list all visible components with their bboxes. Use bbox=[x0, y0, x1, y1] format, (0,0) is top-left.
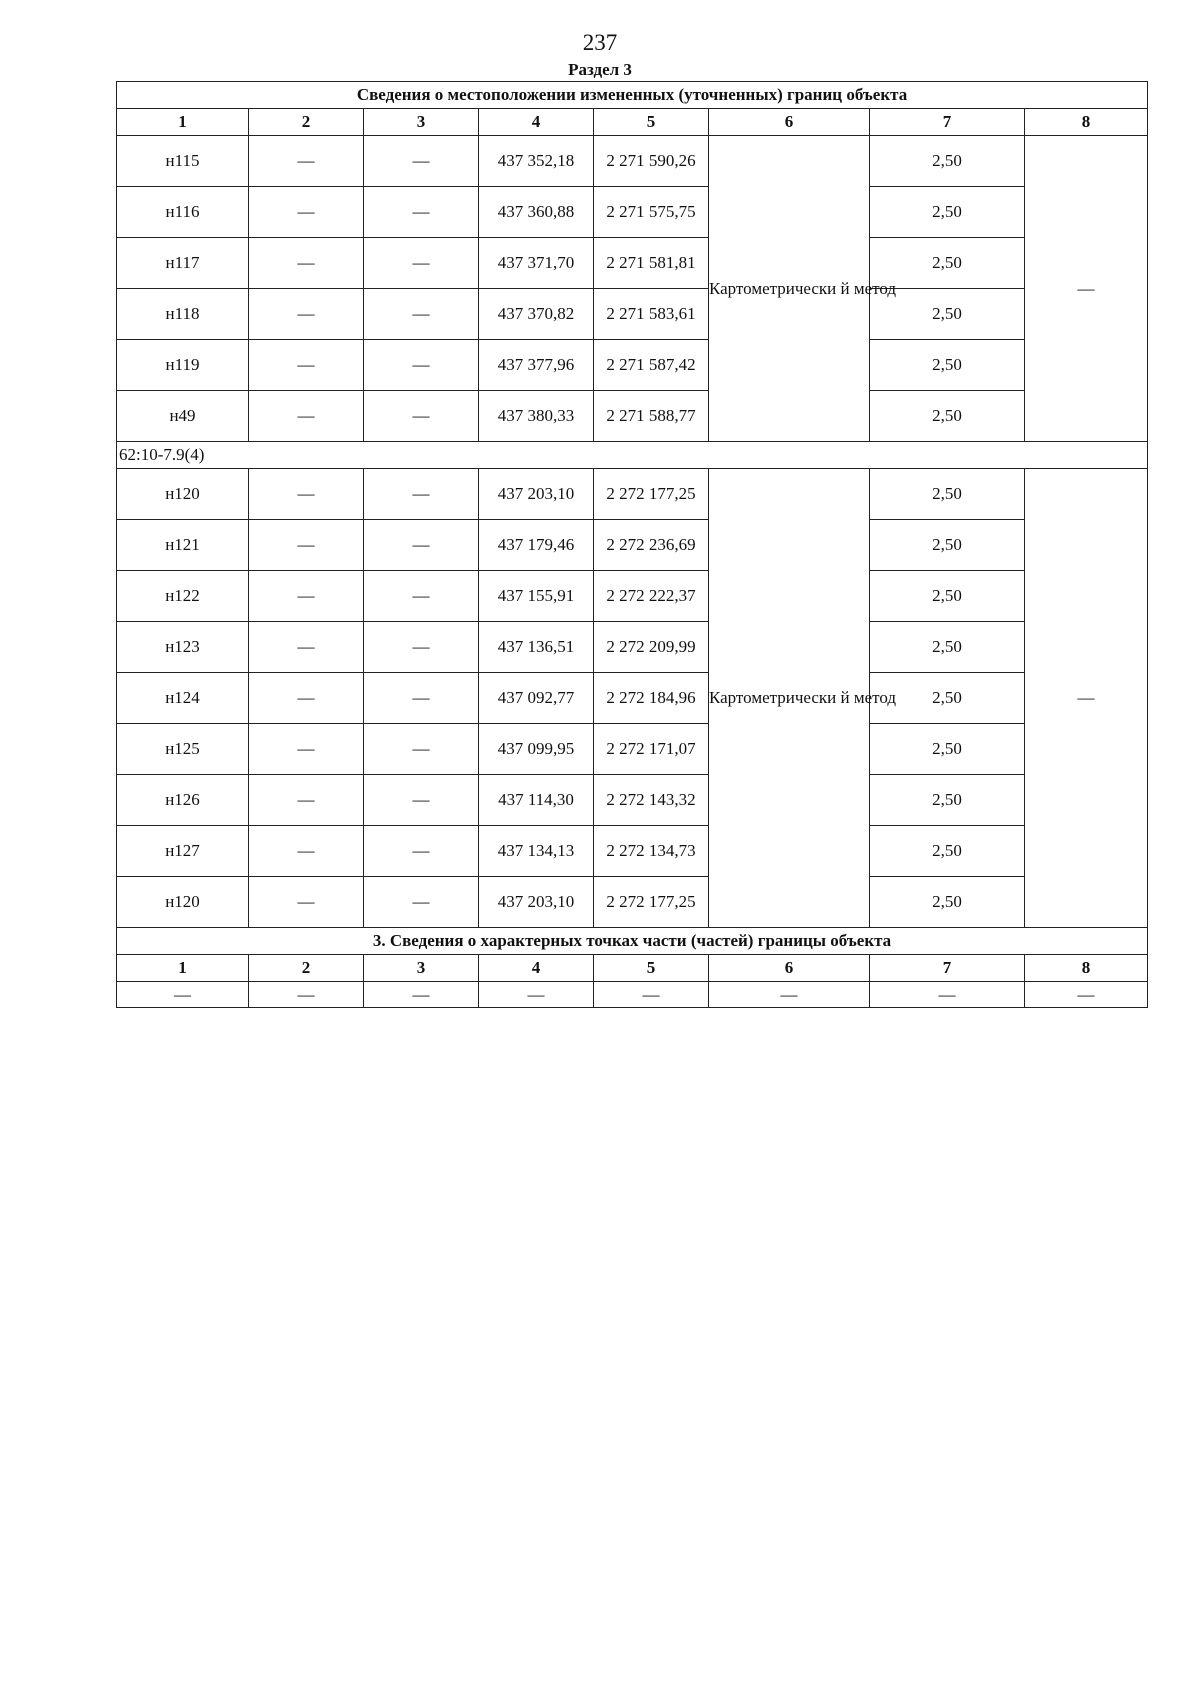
y-coordinate-cell: 2 272 184,96 bbox=[594, 673, 709, 724]
col3-cell: — bbox=[364, 340, 479, 391]
table-title-row bbox=[117, 82, 1148, 109]
table-row bbox=[117, 340, 1148, 391]
accuracy-cell: 2,50 bbox=[870, 571, 1025, 622]
col2-cell: — bbox=[249, 340, 364, 391]
y-coordinate-cell: 2 272 177,25 bbox=[594, 469, 709, 520]
column-number: 2 bbox=[249, 955, 364, 982]
col2-cell: — bbox=[249, 622, 364, 673]
column-number: 6 bbox=[709, 109, 870, 136]
accuracy-cell: 2,50 bbox=[870, 673, 1025, 724]
col3-cell: — bbox=[364, 622, 479, 673]
empty-cell: — bbox=[870, 982, 1025, 1008]
accuracy-cell: 2,50 bbox=[870, 622, 1025, 673]
table-row bbox=[117, 826, 1148, 877]
y-coordinate-cell: 2 272 143,32 bbox=[594, 775, 709, 826]
table-title: Сведения о местоположении измененных (уточненных) границ объекта bbox=[117, 82, 1148, 109]
part-column-number-row bbox=[117, 955, 1148, 982]
y-coordinate-cell: 2 272 177,25 bbox=[594, 877, 709, 928]
col3-cell: — bbox=[364, 877, 479, 928]
column-number: 8 bbox=[1025, 109, 1148, 136]
x-coordinate-cell: 437 155,91 bbox=[479, 571, 594, 622]
col3-cell: — bbox=[364, 826, 479, 877]
x-coordinate-cell: 437 203,10 bbox=[479, 469, 594, 520]
col2-cell: — bbox=[249, 826, 364, 877]
accuracy-cell: 2,50 bbox=[870, 775, 1025, 826]
col2-cell: — bbox=[249, 775, 364, 826]
y-coordinate-cell: 2 271 587,42 bbox=[594, 340, 709, 391]
col2-cell: — bbox=[249, 289, 364, 340]
y-coordinate-cell: 2 271 581,81 bbox=[594, 238, 709, 289]
table-row bbox=[117, 673, 1148, 724]
y-coordinate-cell: 2 272 236,69 bbox=[594, 520, 709, 571]
x-coordinate-cell: 437 203,10 bbox=[479, 877, 594, 928]
point-cell: н121 bbox=[117, 520, 249, 571]
column-number: 3 bbox=[364, 109, 479, 136]
method-cell: Картометрически й метод bbox=[709, 136, 870, 442]
col3-cell: — bbox=[364, 391, 479, 442]
page-number: 237 bbox=[582, 30, 618, 55]
y-coordinate-cell: 2 272 222,37 bbox=[594, 571, 709, 622]
column-number: 6 bbox=[709, 955, 870, 982]
accuracy-cell: 2,50 bbox=[870, 877, 1025, 928]
col2-cell: — bbox=[249, 673, 364, 724]
point-cell: н49 bbox=[117, 391, 249, 442]
point-cell: н120 bbox=[117, 469, 249, 520]
col3-cell: — bbox=[364, 289, 479, 340]
accuracy-cell: 2,50 bbox=[870, 826, 1025, 877]
column-number: 5 bbox=[594, 955, 709, 982]
x-coordinate-cell: 437 134,13 bbox=[479, 826, 594, 877]
x-coordinate-cell: 437 136,51 bbox=[479, 622, 594, 673]
col3-cell: — bbox=[364, 238, 479, 289]
col2-cell: — bbox=[249, 469, 364, 520]
col3-cell: — bbox=[364, 520, 479, 571]
y-coordinate-cell: 2 271 588,77 bbox=[594, 391, 709, 442]
section-label: Раздел 3 bbox=[568, 60, 632, 79]
x-coordinate-cell: 437 377,96 bbox=[479, 340, 594, 391]
column-number: 5 bbox=[594, 109, 709, 136]
point-cell: н126 bbox=[117, 775, 249, 826]
table-body bbox=[117, 82, 1148, 1008]
col3-cell: — bbox=[364, 469, 479, 520]
point-cell: н115 bbox=[117, 136, 249, 187]
column-number: 7 bbox=[870, 955, 1025, 982]
y-coordinate-cell: 2 271 575,75 bbox=[594, 187, 709, 238]
point-cell: н117 bbox=[117, 238, 249, 289]
column-number: 8 bbox=[1025, 955, 1148, 982]
point-cell: н116 bbox=[117, 187, 249, 238]
col2-cell: — bbox=[249, 187, 364, 238]
col2-cell: — bbox=[249, 238, 364, 289]
accuracy-cell: 2,50 bbox=[870, 469, 1025, 520]
col8-cell: — bbox=[1025, 469, 1148, 928]
part-title: 3. Сведения о характерных точках части (частей) границы объекта bbox=[117, 928, 1148, 955]
col2-cell: — bbox=[249, 877, 364, 928]
col2-cell: — bbox=[249, 520, 364, 571]
empty-cell: — bbox=[1025, 982, 1148, 1008]
empty-cell: — bbox=[117, 982, 249, 1008]
y-coordinate-cell: 2 271 590,26 bbox=[594, 136, 709, 187]
accuracy-cell: 2,50 bbox=[870, 187, 1025, 238]
point-cell: н119 bbox=[117, 340, 249, 391]
column-number: 7 bbox=[870, 109, 1025, 136]
x-coordinate-cell: 437 352,18 bbox=[479, 136, 594, 187]
table-row bbox=[117, 571, 1148, 622]
x-coordinate-cell: 437 371,70 bbox=[479, 238, 594, 289]
point-cell: н118 bbox=[117, 289, 249, 340]
table-row bbox=[117, 724, 1148, 775]
x-coordinate-cell: 437 179,46 bbox=[479, 520, 594, 571]
column-number: 1 bbox=[117, 109, 249, 136]
table-row bbox=[117, 187, 1148, 238]
empty-cell: — bbox=[249, 982, 364, 1008]
accuracy-cell: 2,50 bbox=[870, 724, 1025, 775]
accuracy-cell: 2,50 bbox=[870, 391, 1025, 442]
point-cell: н120 bbox=[117, 877, 249, 928]
x-coordinate-cell: 437 360,88 bbox=[479, 187, 594, 238]
part-empty-row bbox=[117, 982, 1148, 1008]
col3-cell: — bbox=[364, 673, 479, 724]
col8-cell: — bbox=[1025, 136, 1148, 442]
col3-cell: — bbox=[364, 136, 479, 187]
column-number: 2 bbox=[249, 109, 364, 136]
col2-cell: — bbox=[249, 571, 364, 622]
column-number: 4 bbox=[479, 109, 594, 136]
y-coordinate-cell: 2 272 209,99 bbox=[594, 622, 709, 673]
method-cell: Картометрически й метод bbox=[709, 469, 870, 928]
column-number-row bbox=[117, 109, 1148, 136]
column-number: 1 bbox=[117, 955, 249, 982]
col2-cell: — bbox=[249, 136, 364, 187]
accuracy-cell: 2,50 bbox=[870, 238, 1025, 289]
col3-cell: — bbox=[364, 571, 479, 622]
y-coordinate-cell: 2 272 171,07 bbox=[594, 724, 709, 775]
y-coordinate-cell: 2 272 134,73 bbox=[594, 826, 709, 877]
point-cell: н125 bbox=[117, 724, 249, 775]
x-coordinate-cell: 437 370,82 bbox=[479, 289, 594, 340]
group-label-row bbox=[117, 442, 1148, 469]
table-row bbox=[117, 622, 1148, 673]
point-cell: н123 bbox=[117, 622, 249, 673]
accuracy-cell: 2,50 bbox=[870, 520, 1025, 571]
col2-cell: — bbox=[249, 391, 364, 442]
point-cell: н127 bbox=[117, 826, 249, 877]
empty-cell: — bbox=[364, 982, 479, 1008]
col2-cell: — bbox=[249, 724, 364, 775]
x-coordinate-cell: 437 114,30 bbox=[479, 775, 594, 826]
x-coordinate-cell: 437 099,95 bbox=[479, 724, 594, 775]
point-cell: н124 bbox=[117, 673, 249, 724]
accuracy-cell: 2,50 bbox=[870, 340, 1025, 391]
point-cell: н122 bbox=[117, 571, 249, 622]
empty-cell: — bbox=[709, 982, 870, 1008]
table-row bbox=[117, 775, 1148, 826]
col3-cell: — bbox=[364, 724, 479, 775]
part-title-row bbox=[117, 928, 1148, 955]
table-row bbox=[117, 289, 1148, 340]
group-label: 62:10-7.9(4) bbox=[117, 442, 1148, 469]
table-row bbox=[117, 136, 1148, 187]
table-row bbox=[117, 238, 1148, 289]
table-row bbox=[117, 469, 1148, 520]
table-row bbox=[117, 391, 1148, 442]
column-number: 4 bbox=[479, 955, 594, 982]
accuracy-cell: 2,50 bbox=[870, 289, 1025, 340]
empty-cell: — bbox=[594, 982, 709, 1008]
x-coordinate-cell: 437 092,77 bbox=[479, 673, 594, 724]
x-coordinate-cell: 437 380,33 bbox=[479, 391, 594, 442]
accuracy-cell: 2,50 bbox=[870, 136, 1025, 187]
table-row bbox=[117, 520, 1148, 571]
y-coordinate-cell: 2 271 583,61 bbox=[594, 289, 709, 340]
column-number: 3 bbox=[364, 955, 479, 982]
empty-cell: — bbox=[479, 982, 594, 1008]
col3-cell: — bbox=[364, 187, 479, 238]
table-row bbox=[117, 877, 1148, 928]
boundary-table bbox=[116, 81, 1148, 1008]
col3-cell: — bbox=[364, 775, 479, 826]
